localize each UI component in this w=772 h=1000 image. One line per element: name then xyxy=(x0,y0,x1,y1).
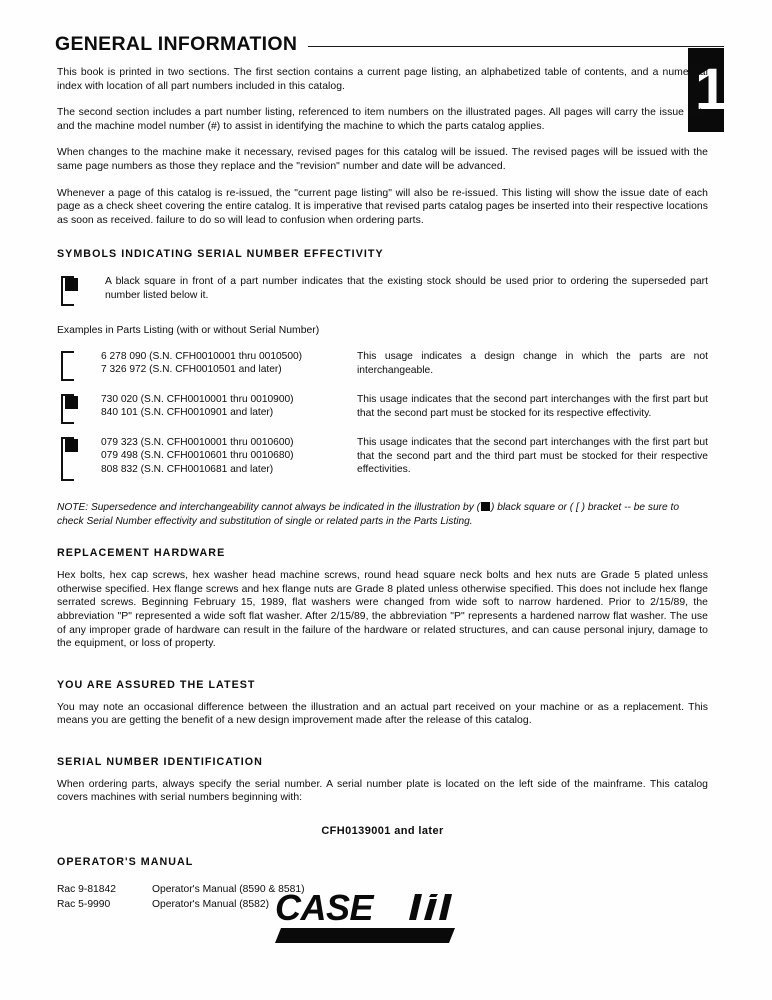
black-square-icon xyxy=(65,278,78,291)
header-rule xyxy=(308,46,724,47)
spacer xyxy=(57,692,708,701)
black-square-icon xyxy=(65,439,78,452)
manual-description: Operator's Manual (8590 & 8581) xyxy=(152,884,305,896)
black-square-icon xyxy=(481,502,490,511)
intro-paragraph-3: When changes to the machine make it necessary, revised pages for this catalog will be issued. The revised pages will be issued with the same page numbers as those they replace and the "revision" number and date will be advanced. xyxy=(57,147,708,172)
latest-section-body: You may note an occasional difference between the illustration and an actual part received on your machine or as a replacement. This means you are getting the benefit of a new design improvement made after the release of this catalog. xyxy=(57,701,708,727)
tab-number-label: 1 xyxy=(695,57,728,122)
page-title: GENERAL INFORMATION xyxy=(55,33,298,56)
page-header xyxy=(55,30,724,60)
part-number-line: 840 101 (S.N. CFH0010901 and later) xyxy=(101,407,274,419)
spacer xyxy=(57,769,708,778)
case-wordmark: CASE xyxy=(275,887,374,928)
serial-number-value: CFH0139001 and later xyxy=(321,825,444,838)
part-number-line: 079 323 (S.N. CFH0010001 thru 0010600) xyxy=(101,436,294,448)
part-number-line: 808 832 (S.N. CFH0010681 and later) xyxy=(101,463,274,475)
symbols-section-heading: SYMBOLS INDICATING SERIAL NUMBER EFFECTIVITY xyxy=(57,248,384,261)
bracket-icon xyxy=(61,437,81,481)
part-number-line: 730 020 (S.N. CFH0010001 thru 0010900) xyxy=(101,393,294,405)
ih-bars-mark xyxy=(409,894,452,920)
intro-paragraph-2: The second section includes a part number listing, referenced to item numbers on the illustrated pages. All pages will carry the issue date and the machine model number (#) to assist in identifying the machine to which the parts catalog applies. xyxy=(57,107,708,132)
intro-paragraph-4: Whenever a page of this catalog is re-issued, the "current page listing" will also be re-issued. This listing will show the issue date of each page as a check sheet covering the entire catalog. It is imperative that revised parts catalog pages be inserted into their respective locations as soon as received. failure to do so will lead to confusion when ordering parts. xyxy=(57,187,708,226)
serial-section-body: When ordering parts, always specify the serial number. A serial number plate is located on the left side of the mainframe. This catalog covers machines with serial numbers beginning with: xyxy=(57,778,708,804)
example-part-numbers xyxy=(101,436,357,476)
bracket-icon xyxy=(61,276,81,306)
symbol-callout-text: A black square in front of a part number indicates that the existing stock should be used prior to ordering the superseded part number listed below it. xyxy=(105,276,708,301)
black-square-icon xyxy=(65,396,78,409)
part-number-line: 7 326 972 (S.N. CFH0010501 and later) xyxy=(101,364,282,376)
spacer xyxy=(57,741,708,755)
examples-label: Examples in Parts Listing (with or without Serial Number) xyxy=(57,325,320,337)
part-number-line: 6 278 090 (S.N. CFH0010001 thru 0010500) xyxy=(101,350,303,362)
intro-paragraph-1: This book is printed in two sections. The first section contains a current page listing, an alphabetized table of contents, and a numerical index with location of all part numbers included in this catalog. xyxy=(57,67,708,92)
example-row xyxy=(57,436,708,481)
manual-description: Operator's Manual (8582) xyxy=(152,898,270,910)
spacer xyxy=(57,528,708,546)
note-text-part-2: ) black square or ( [ ) bracket -- be sure to check Serial Number effectivity and substitution of single or related parts in the Parts Listing. xyxy=(57,501,680,527)
example-row xyxy=(57,350,708,381)
spacer xyxy=(57,560,708,569)
example-description: This usage indicates that the second part interchanges with the first part but that the second part must be stocked for its respective effectivity. xyxy=(357,393,708,419)
example-part-numbers xyxy=(101,393,357,420)
spacer xyxy=(57,238,708,247)
part-number-line: 079 498 (S.N. CFH0010601 thru 0010680) xyxy=(101,450,294,462)
operators-manual-heading: OPERATOR'S MANUAL xyxy=(57,856,194,869)
document-body xyxy=(57,66,708,912)
example-description: This usage indicates that the second part interchanges with the first part but that the second part and the third part must be stocked for their respective effectivities. xyxy=(357,436,708,476)
example-part-numbers xyxy=(101,350,357,377)
manual-rac-number: Rac 9-81842 xyxy=(57,884,116,896)
bracket-icon-empty xyxy=(61,351,81,381)
example-description: This usage indicates a design change in which the parts are not interchangeable. xyxy=(357,350,708,376)
case-ih-logo xyxy=(267,886,483,948)
serial-section-heading: SERIAL NUMBER IDENTIFICATION xyxy=(57,755,263,768)
spacer xyxy=(57,664,708,678)
manual-rac-number: Rac 5-9990 xyxy=(57,898,111,910)
note-text-part-1: NOTE: Supersedence and interchangeability cannot always be indicated in the illustration by ( xyxy=(57,501,481,513)
supersedence-note xyxy=(57,501,708,528)
latest-section-heading: YOU ARE ASSURED THE LATEST xyxy=(57,678,256,691)
example-row xyxy=(57,393,708,424)
bracket-icon xyxy=(61,394,81,424)
symbol-callout xyxy=(57,275,708,306)
replacement-hardware-heading: REPLACEMENT HARDWARE xyxy=(57,547,226,560)
replacement-hardware-body: Hex bolts, hex cap screws, hex washer head machine screws, round head square neck bolts and hex nuts are Grade 5 plated unless otherwise specified. Hex flange screws and hex flange nuts are Grade 8 plated unless otherwise specified. This does not include hex flange serrated screws. Beginning February 15, 1989, flat washers were changed from wide soft to narrow hardened. Prior to 2/15/89, the abbreviation "P" represented a wide soft flat washer. After 2/15/89, the abbreviation "P" represents a hardened narrow flat washer. The use of any improper grade of hardware can result in the failure of the hardware or related structures, and can cause personal injury, damage to the equipment, or loss of property. xyxy=(57,570,708,650)
logo-underbar xyxy=(275,928,455,943)
spacer xyxy=(57,837,708,855)
